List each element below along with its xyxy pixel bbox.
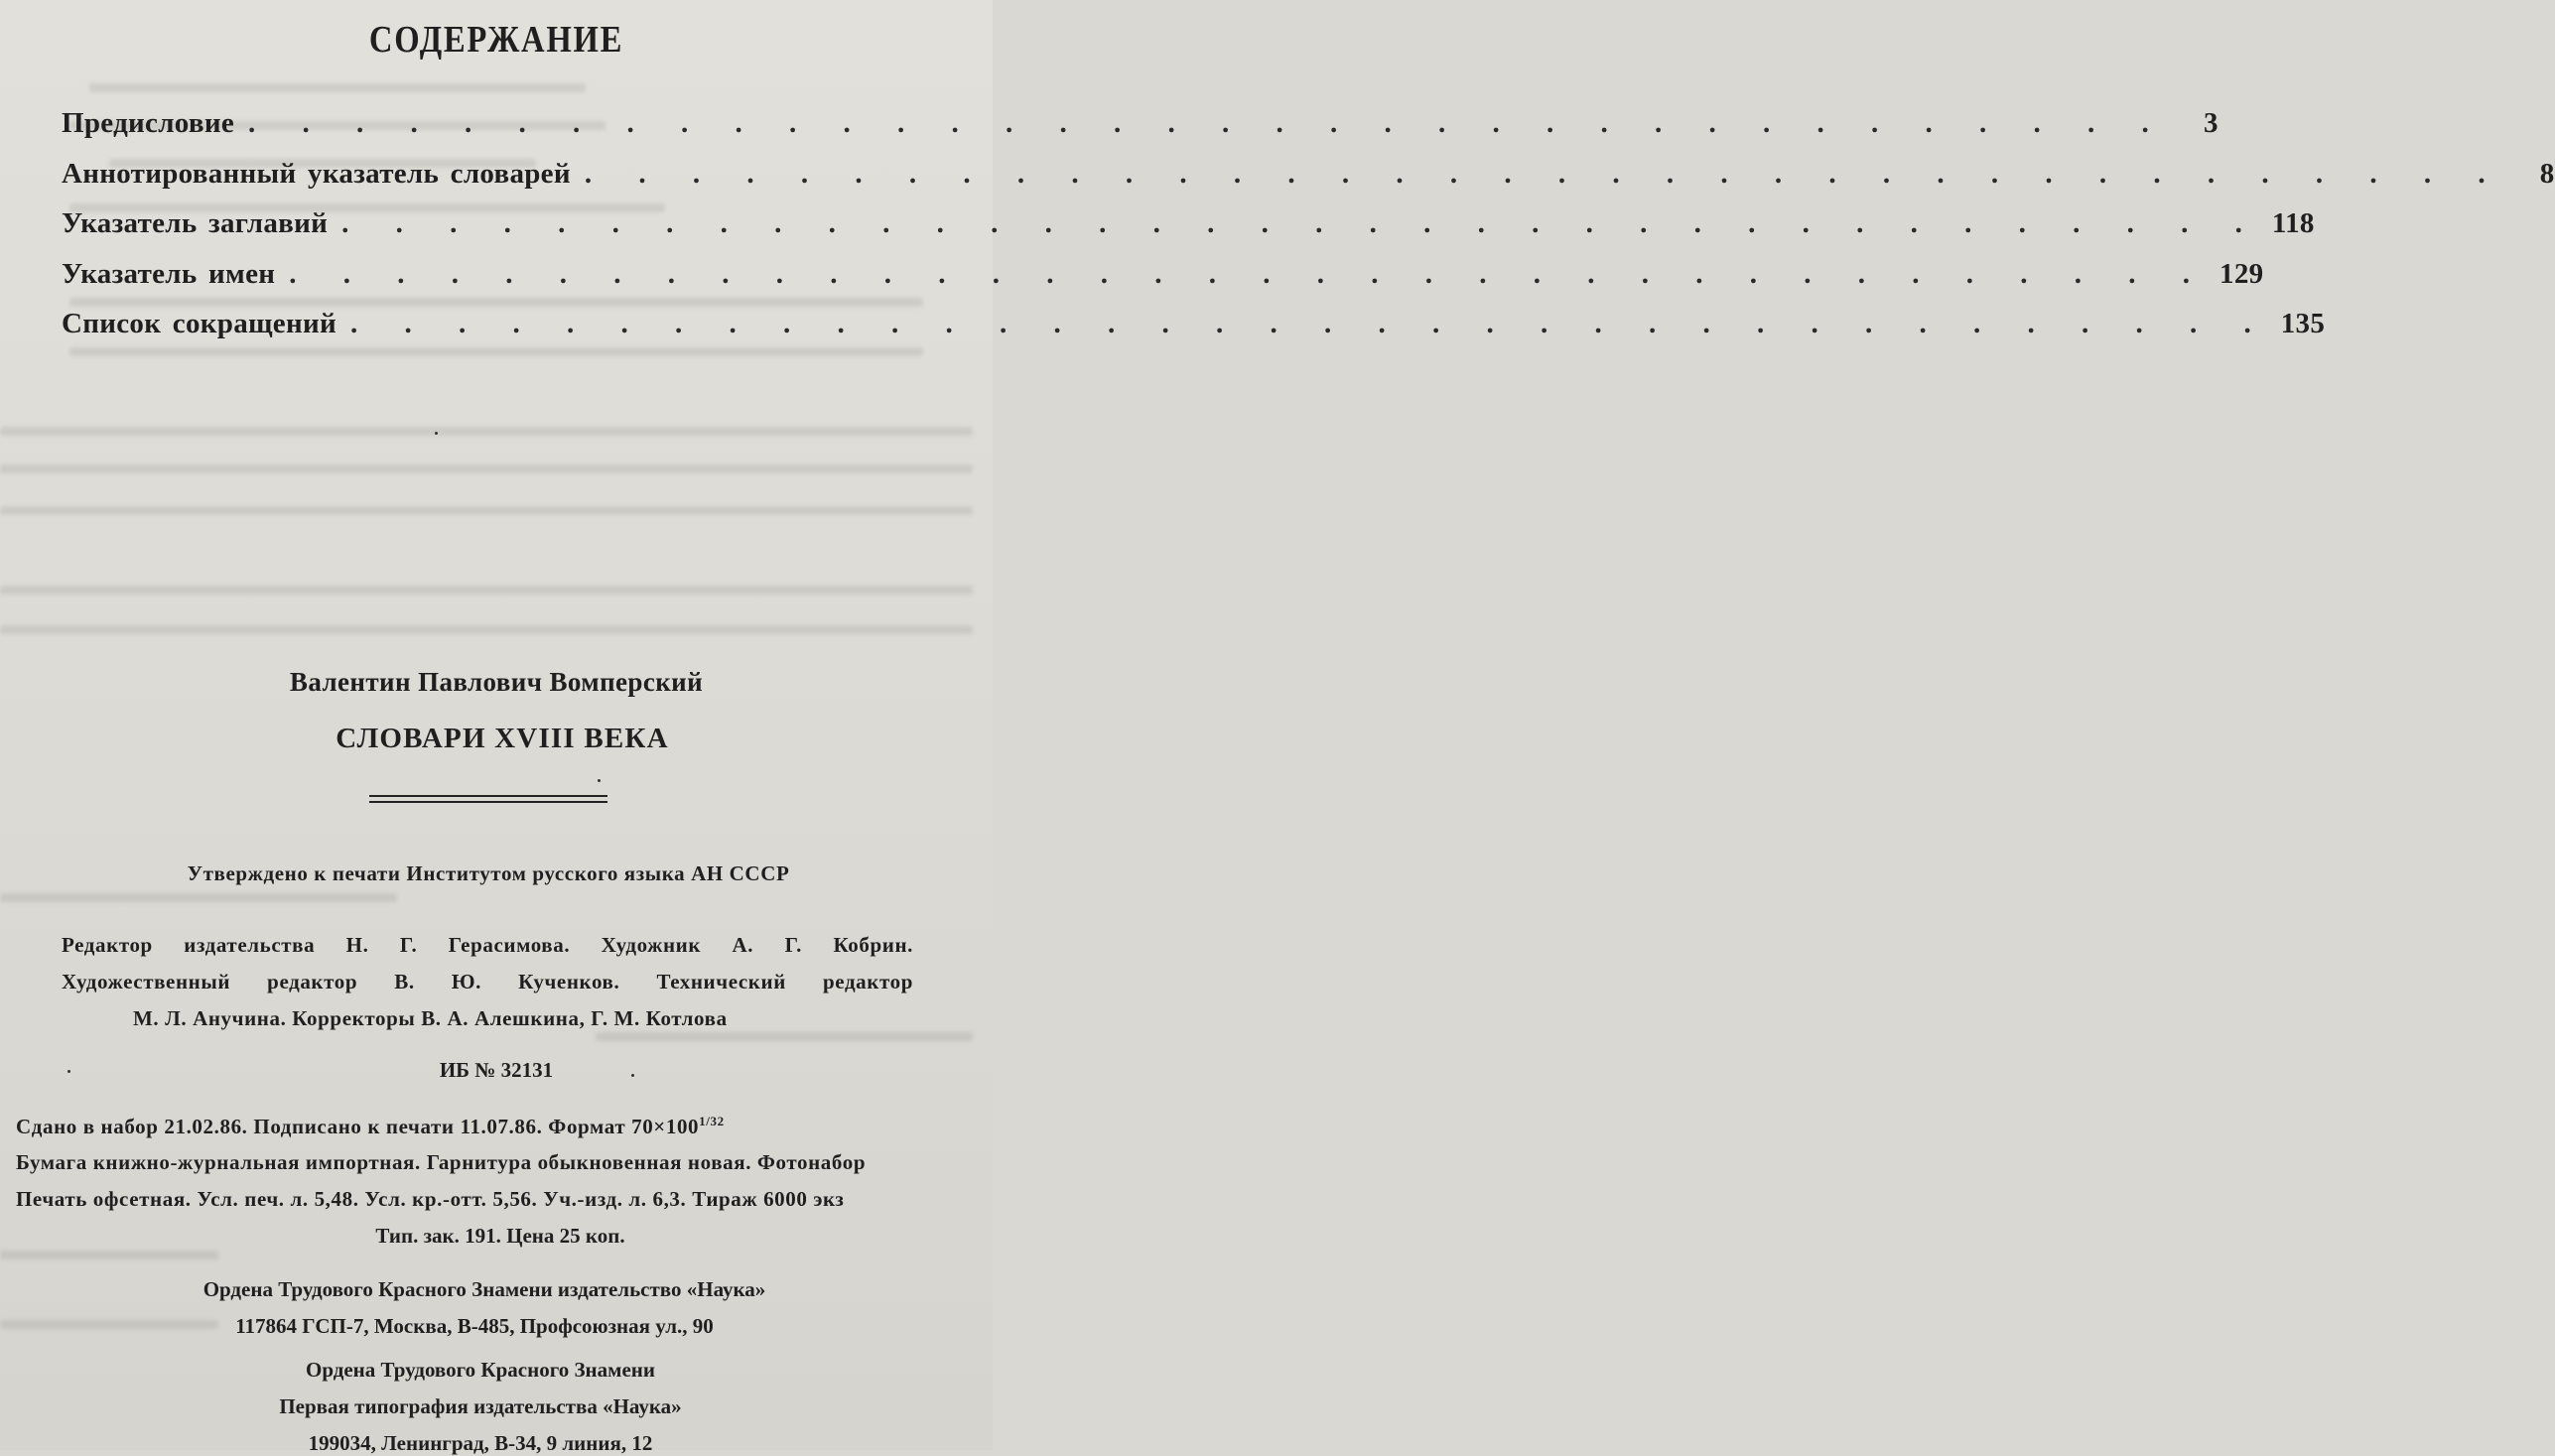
print-info-text: Сдано в набор 21.02.86. Подписано к печати 11.07.86. Формат 70×100 [16,1115,700,1138]
toc-entry-page: 129 [2219,257,2264,290]
printer-line: Первая типография издательства «Наука» [279,1394,682,1418]
toc-entry [62,308,2326,358]
toc-entry-page: 3 [2203,107,2219,139]
title-rule-bottom [369,801,607,803]
toc-leader-dots: . . . . . . . . . . . . . . . . . . . . . . . . . . . . . . . . . . . . [584,157,2505,190]
toc-entry-title: Список сокращений [62,308,336,339]
print-speck [598,779,601,782]
toc-entry-title: Аннотированный указатель словарей [62,157,571,190]
toc-entry-page: 8 [2539,157,2555,190]
toc-entry-page: 118 [2271,207,2315,239]
publisher-line: Ордена Трудового Красного Знамени издательство «Наука» [202,1277,766,1301]
print-speck [631,1074,634,1077]
toc-entry-title: Предисловие [62,107,235,139]
toc-leader-dots: . . . . . . . . . . . . . . . . . . . . . . . . . . . . . . . . . . . . [341,207,2262,239]
toc-entry [62,207,2315,258]
print-speck [67,1070,70,1073]
toc-entry-title: Указатель имен [62,257,276,290]
contents-heading: СОДЕРЖАНИЕ [368,19,624,61]
printer-line: Ордена Трудового Красного Знамени [306,1358,655,1382]
ib-number: ИБ № 32131 [439,1058,554,1082]
print-info-line: Тип. зак. 191. Цена 25 коп. [375,1224,625,1248]
approval-note: Утверждено к печати Институтом русского языка АН СССР [187,861,790,885]
format-fraction: 1/32 [699,1114,725,1128]
toc-leader-dots: . . . . . . . . . . . . . . . . . . . . . . . . . . . . . . . . . . . . [349,308,2271,339]
print-info-line [16,1114,725,1139]
printer-line: 199034, Ленинград, В-34, 9 линия, 12 [308,1431,653,1455]
toc-entry [62,107,2219,158]
credits-line: Редактор издательства Н. Г. Герасимова. Художник А. Г. Кобрин. [62,933,913,957]
toc-leader-dots: . . . . . . . . . . . . . . . . . . . . . . . . . . . . . . . . . . . . [289,257,2211,290]
credits-line: М. Л. Анучина. Корректоры В. А. Алешкина, Г. М. Котлова [133,1006,728,1030]
toc-entry-page: 135 [2280,308,2326,339]
table-of-contents [62,107,2555,358]
publisher-line: 117864 ГСП-7, Москва, В-485, Профсоюзная ул., 90 [235,1314,714,1338]
toc-entry [62,257,2264,309]
print-info-line: Печать офсетная. Усл. печ. л. 5,48. Усл. кр.-отт. 5,56. Уч.-изд. л. 6,3. Тираж 6000 экз [16,1187,845,1211]
print-speck [435,432,438,435]
title-rule-top [369,795,607,797]
toc-entry-title: Указатель заглавий [62,207,329,239]
print-info-line: Бумага книжно-журнальная импортная. Гарнитура обыкновенная новая. Фотонабор [16,1150,867,1174]
toc-leader-dots: . . . . . . . . . . . . . . . . . . . . . . . . . . . . . . . . . . . . [248,107,2169,139]
book-title: СЛОВАРИ XVIII ВЕКА [336,723,669,754]
toc-entry [62,157,2555,208]
book-author: Валентин Павлович Вомперский [289,667,704,697]
credits-line: Художественный редактор В. Ю. Кученков. Технический редактор [62,970,913,993]
